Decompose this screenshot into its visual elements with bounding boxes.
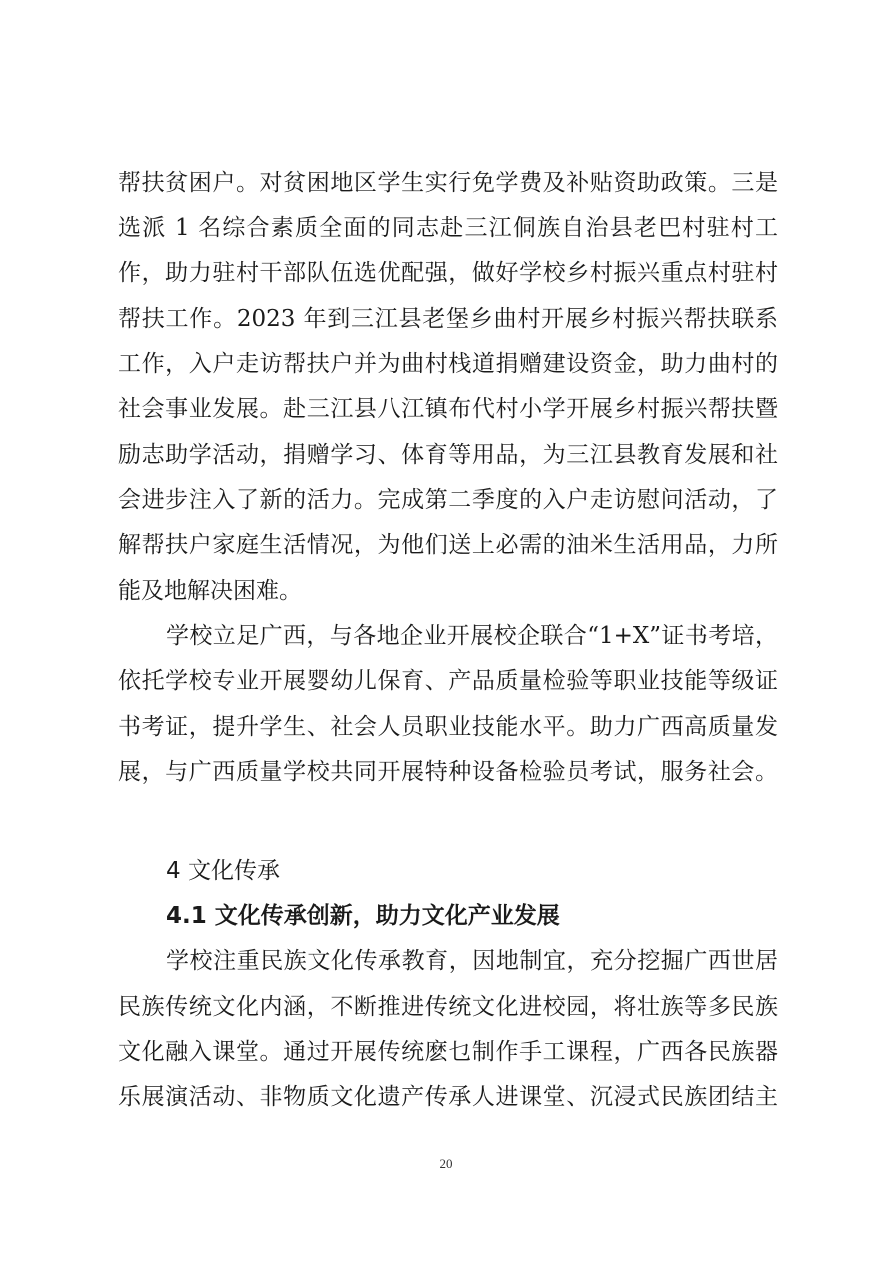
text-line: 会进步注入了新的活力。完成第二季度的入户走访慰问活动，了: [118, 487, 778, 513]
text-line: 励志助学活动，捐赠学习、体育等用品，为三江县教育发展和社: [118, 442, 778, 468]
text-line: 民族传统文化内涵，不断推进传统文化进校园，将壮族等多民族: [118, 994, 778, 1020]
text-line: 文化融入课堂。通过开展传统麽乜制作手工课程，广西各民族器: [118, 1039, 778, 1065]
text-line: 工作，入户走访帮扶户并为曲村栈道捐赠建设资金，助力曲村的: [118, 351, 778, 377]
text-line: 学校立足广西，与各地企业开展校企联合“1+X”证书考培，: [166, 623, 778, 649]
section-heading: 4 文化传承: [166, 858, 280, 884]
text-line: 作，助力驻村干部队伍选优配强，做好学校乡村振兴重点村驻村: [118, 260, 778, 286]
text-line: 展，与广西质量学校共同开展特种设备检验员考试，服务社会。: [118, 759, 778, 785]
subsection-heading: 4.1 文化传承创新，助力文化产业发展: [166, 903, 560, 929]
text-line: 解帮扶户家庭生活情况，为他们送上必需的油米生活用品，力所: [118, 532, 778, 558]
text-line: 帮扶贫困户。对贫困地区学生实行免学费及补贴资助政策。三是: [118, 170, 778, 196]
text-line: 书考证，提升学生、社会人员职业技能水平。助力广西高质量发: [118, 714, 778, 740]
page-number: 20: [439, 1156, 453, 1171]
text-line: 依托学校专业开展婴幼儿保育、产品质量检验等职业技能等级证: [118, 668, 778, 694]
text-line: 选派 1 名综合素质全面的同志赴三江侗族自治县老巴村驻村工: [118, 215, 778, 241]
text-line: 帮扶工作。2023 年到三江县老堡乡曲村开展乡村振兴帮扶联系: [118, 306, 778, 332]
text-line: 学校注重民族文化传承教育，因地制宜，充分挖掘广西世居: [166, 948, 778, 974]
text-line: 能及地解决困难。: [118, 578, 302, 604]
text-line: 社会事业发展。赴三江县八江镇布代村小学开展乡村振兴帮扶暨: [118, 396, 778, 422]
text-line: 乐展演活动、非物质文化遗产传承人进课堂、沉浸式民族团结主: [118, 1084, 778, 1110]
